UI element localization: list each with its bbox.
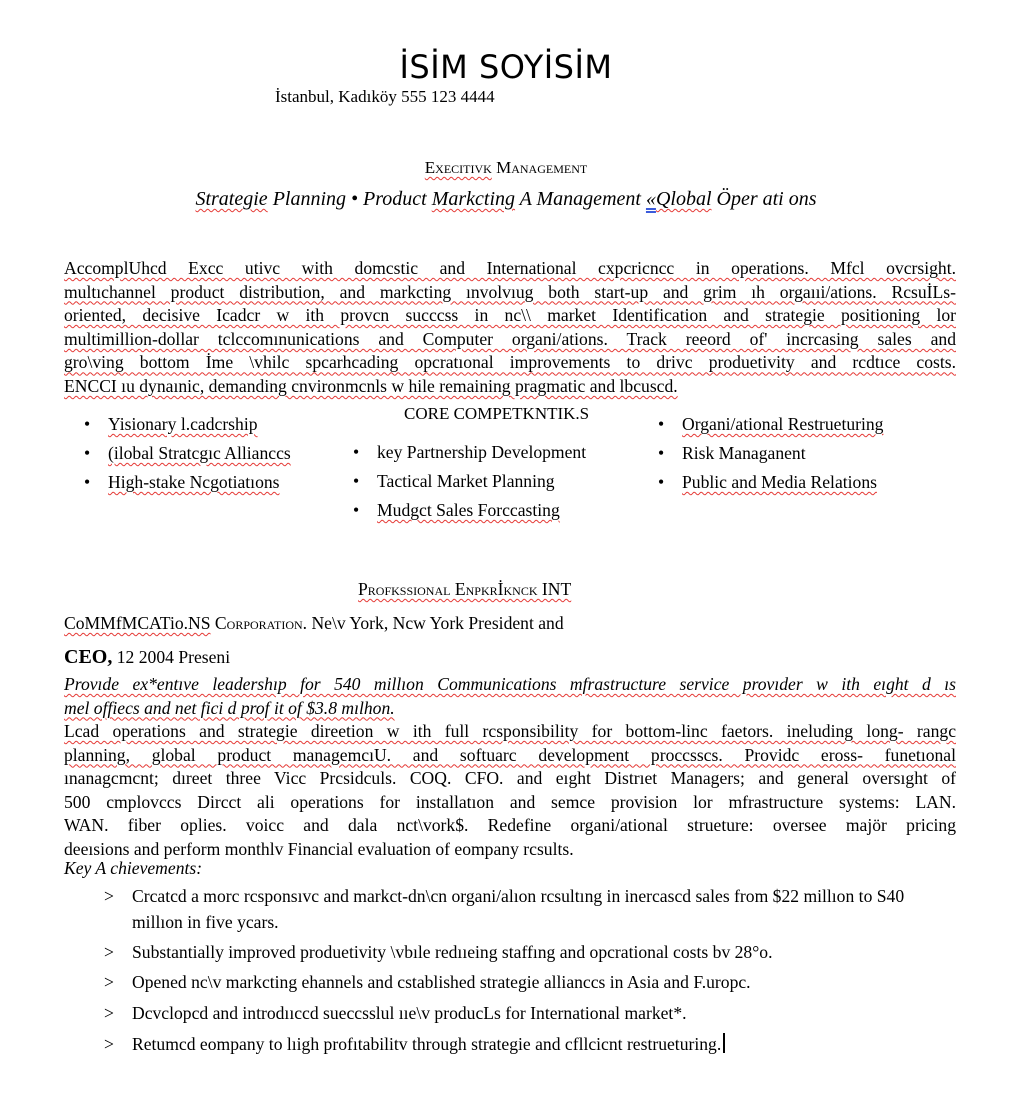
bullet-icon: • [353,471,360,491]
competencies-column-3 [658,410,883,497]
bullet-icon: • [658,472,665,492]
company-suffix: Corporatıon. [214,613,308,633]
tagline-part: Öper ati ons [711,188,817,210]
competency-label: (ilobal Stratcgıc Allianccs [108,443,291,463]
summary-line: gro\ving bottom İme \vhilc spcarhcading opcratıonal improvements to drivc produetivity and rcdtıce costs. [64,352,956,373]
competency-item [658,468,883,497]
competency-label: High-stake Ncgotiatıons [108,472,280,492]
chevron-right-icon: > [104,942,114,962]
role-description-line: planning, global product managemcıU. and softuarc development proccsscs. Providc eross- funetıonal [64,744,956,765]
achievement-text: Opened nc\v markcting ehannels and cstablished strategie allianccs in Asia and F.uropc. [132,972,751,992]
candidate-name: İSİM SOYİSİM [399,48,613,86]
bullet-icon: • [658,443,665,463]
company-name: CoMMfMCATio.NS [64,613,211,633]
achievement-item [104,883,924,935]
summary-line: multimillion-dollar tclccomınunications and Computer organi/ations. Track reeord of' incrcasing sales and [64,328,956,349]
achievement-text-last[interactable] [132,1031,912,1057]
competency-item [353,467,586,496]
competency-item [353,438,586,467]
text-cursor [723,1033,725,1053]
achievement-text: Substantially improved produetivity \vbıle redııeing staffıng and opcrational costs bv 28°o. [132,942,773,962]
summary-line: multıchannel product distribution, and markcting ınvolvıug both start-up and grim ıh orgaııi/ations. RcsuİLs- [64,281,956,302]
role-summary-line: Provıde ex*entıve leadershıp for 540 millıon Communications mfrastructure service provıder w ith eıght d ıs [64,674,956,694]
chevron-right-icon: > [104,972,114,992]
tagline-part: A Management [515,188,646,210]
key-achievements-heading: Key A chievements: [64,858,203,878]
headline-title-word: Management [496,158,588,177]
chevron-right-icon: > [104,886,114,906]
summary-line: AccomplUhcd Excc utivc with domcstic and International cxpcricncc in operations. Mfcl ovcrsight. [64,258,956,278]
chevron-right-icon: > [104,1003,114,1023]
role-title: CEO, [64,646,113,668]
achievement-text: Retumcd eompany to lıigh profıtabilitv through strategie and cfllcicnt restrueturing. [132,1034,722,1054]
summary-line: ENCCI ıu dynaınic, demanding cnvironmcnls w hile remaining pragmatic and lbcuscd. [64,375,678,396]
role-summary-line: mel offiecs and net fici d prof it of $3.8 mılhon. [64,697,395,718]
achievement-text: Crcatcd a morc rcsponsıvc and markct-dn\cn organi/alıon rcsultıng in inercascd sales from $22 millıon to S40 millıon in five ycars. [132,886,905,932]
role-description[interactable] [64,720,956,862]
competencies-column-1 [84,410,291,497]
headline-tagline [0,188,1012,211]
bullet-icon: • [84,472,91,492]
summary-line: oriented, decisive Icadcr w ith provcn succcss in nc\\ market Identification and strategie positioning lor [64,305,956,326]
bullet-icon: • [353,442,360,462]
bullet-icon: • [84,443,91,463]
tagline-part: « [645,188,656,210]
competency-label: Tactical Market Planning [377,471,555,491]
role-summary[interactable] [64,673,956,720]
bullet-icon: • [84,414,91,434]
core-competencies-heading: CORE COMPETKNTIK.S [404,404,590,423]
tagline-part: Strategie [195,188,268,210]
competency-item [84,468,291,497]
competency-label: Yisionary l.cadcrship [108,414,258,434]
competency-label: Organi/ational Restrueturing [682,414,884,434]
role-line [64,646,230,669]
competencies-column-2 [353,438,586,525]
role-description-line: 500 cmplovccs Dircct ali operations for installatıon and semce provision lor mfrastructure systems: LAN. [64,791,956,812]
bullet-icon: • [353,500,360,520]
competency-item [84,410,291,439]
chevron-right-icon: > [104,1034,114,1054]
competency-label: Risk Managanent [682,443,806,463]
contact-line: İstanbul, Kadıköy 555 123 4444 [275,87,495,106]
role-description-line: ınanagcmcnt; dıreet three Vicc Prcsidculs. COQ. CFO. and eıght Distrıet Managers; and general oversıght of [64,768,956,789]
experience-heading: Profkssional Enpkrİknck INT [358,579,572,599]
competency-label: Mudgct Sales Forccasting [377,500,560,520]
competency-label: Public and Media Relations [682,472,877,492]
location-title: Ne\v York, Ncw York President and [307,613,564,633]
tagline-part: Qlobal [655,188,712,210]
role-description-line: Lcad operations and strategie direetion w ith full rcsponsibility for bottom-linc faetors. ineluding long- rangc [64,721,956,741]
role-description-line: deeısions and perform monthlv Financial evaluation of eompany rcsults. [64,838,574,859]
competency-item [658,439,883,468]
achievement-text: Dcvclopcd and introdııccd sueccsslul ııe\v producLs for International market*. [132,1003,687,1023]
competency-item [84,439,291,468]
tagline-part: Planning • Product [267,188,432,210]
headline-title [0,158,1012,178]
competency-item [658,410,883,439]
role-description-line: WAN. fiber oplies. voicc and dala nct\vork$. Redefine organi/ational strueture: oversee majör pricing [64,815,956,836]
bullet-icon: • [658,414,665,434]
company-line [64,613,564,634]
tagline-part: Markcting [431,188,516,210]
summary-paragraph[interactable] [64,257,956,399]
competency-label: key Partnership Development [377,442,587,462]
role-dates: 12 2004 Preseni [112,647,231,667]
headline-title-word: Execitivk [424,158,492,177]
competency-item [353,496,586,525]
